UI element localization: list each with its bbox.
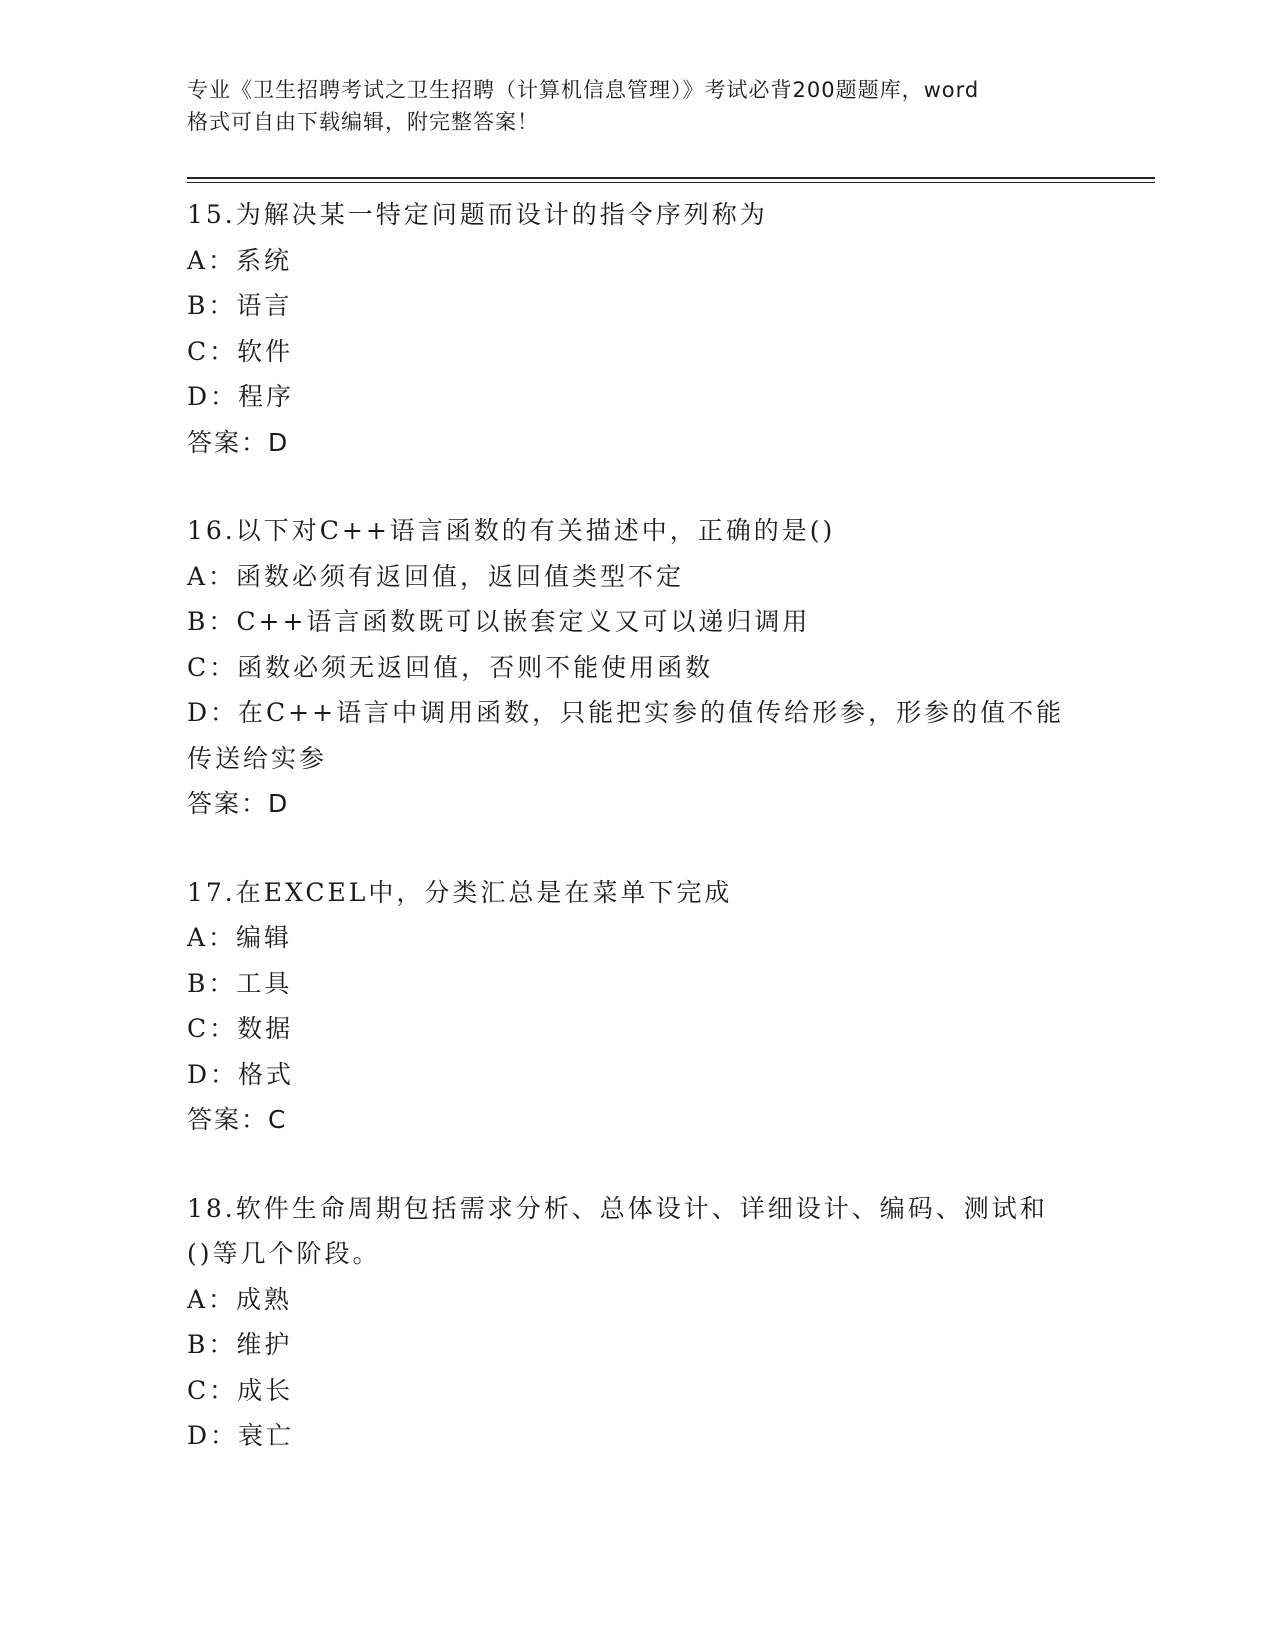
option-c: C：数据 bbox=[187, 1014, 294, 1043]
answer-line: 答案：D bbox=[187, 789, 290, 818]
question-15 bbox=[187, 192, 1087, 465]
header-divider-thick bbox=[187, 177, 1155, 179]
option-d: D：程序 bbox=[187, 382, 295, 411]
option-c: C：成长 bbox=[187, 1375, 294, 1405]
option-a: A：函数必须有返回值，返回值类型不定 bbox=[187, 561, 685, 591]
option-d: D：在C++语言中调用函数，只能把实参的值传给形参，形参的值不能 bbox=[187, 698, 1065, 727]
question-list bbox=[187, 192, 1087, 1459]
question-16 bbox=[187, 508, 1087, 827]
option-a: A：编辑 bbox=[187, 923, 293, 952]
option-d-continuation: 传送给实参 bbox=[187, 743, 328, 773]
option-b: B：维护 bbox=[187, 1330, 293, 1359]
question-stem: 17.在EXCEL中，分类汇总是在菜单下完成 bbox=[187, 877, 733, 907]
option-a: A：系统 bbox=[187, 245, 293, 275]
header-divider-thin bbox=[187, 182, 1155, 183]
question-17 bbox=[187, 870, 1087, 1143]
option-a: A：成熟 bbox=[187, 1284, 293, 1314]
option-d: D：衰亡 bbox=[187, 1421, 295, 1450]
option-b: B：语言 bbox=[187, 291, 293, 320]
question-stem: 15.为解决某一特定问题而设计的指令序列称为 bbox=[187, 200, 768, 229]
answer-line: 答案：C bbox=[187, 1105, 288, 1134]
option-d: D：格式 bbox=[187, 1059, 295, 1089]
question-stem: 18.软件生命周期包括需求分析、总体设计、详细设计、编码、测试和 bbox=[187, 1193, 1048, 1223]
option-c: C：函数必须无返回值，否则不能使用函数 bbox=[187, 652, 714, 682]
question-stem-continuation: ()等几个阶段。 bbox=[187, 1239, 381, 1268]
option-b: B：C++语言函数既可以嵌套定义又可以递归调用 bbox=[187, 607, 811, 636]
question-stem: 16.以下对C++语言函数的有关描述中，正确的是() bbox=[187, 516, 836, 545]
header-line-1: 专业《卫生招聘考试之卫生招聘（计算机信息管理）》考试必背200题题库，word bbox=[187, 78, 980, 102]
document-header bbox=[187, 74, 1087, 138]
answer-line: 答案：D bbox=[187, 427, 290, 457]
question-18 bbox=[187, 1186, 1087, 1459]
option-c: C：软件 bbox=[187, 336, 294, 366]
header-line-2: 格式可自由下载编辑，附完整答案！ bbox=[187, 110, 539, 134]
option-b: B：工具 bbox=[187, 968, 293, 998]
